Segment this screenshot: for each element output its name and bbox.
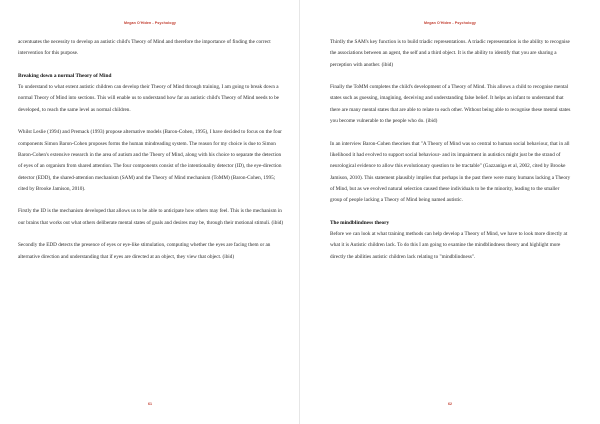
paragraph: Before we can look at what training methods can help develop a Theory of Mind, we have to look more directly at what it is Autistic children lack. To do this I am going to examine the mindblindness theory and highlight more directly the abilities autistic children lack relating to "mindblindness". bbox=[330, 231, 568, 260]
paragraph: In an interview Baron-Cohen theorises that "A Theory of Mind was so central to human social behaviour, that in all likelihood it had evolved to support social behaviour- and its impairment in autistics might just be the strand of neurological evidence to allow this evolutionary question to be tractable" (Gazzaniga et al, 2002, cited by Brooke Jamison, 2010). This statement plausibly implies that perhaps in the past there were many humans lacking a Theory of Mind, but as we evolved natural selection caused these individuals to be the minority, leading to the smaller group of people lacking a Theory of Mind being named autistic. bbox=[330, 140, 571, 204]
paragraph: Secondly the EDD detects the presence of eyes or eye-like stimulation, computing whether the eyes are facing them or an alternative direction and understanding that if eyes are directed at an object, they view that object. (ibid) bbox=[18, 242, 271, 260]
paragraph: To understand to what extent autistic children can develop their Theory of Mind through training, I am going to break down a normal Theory of Mind into sections. This will enable us to understand how far an autistic child's Theory of Mind needs to be developed, to reach the same level as normal children. bbox=[18, 84, 279, 113]
paragraph: Firstly the ID is the mechanism developed that allows us to be able to anticipate how others may feel. This is the mechanism in our brains that works out what others deliberate mental states of goals and desires may be, through their motional stimuli. (ibid) bbox=[18, 208, 284, 226]
page-header: Megan O'Hiden - Psychology bbox=[424, 21, 476, 25]
right-page bbox=[300, 0, 600, 424]
left-page-body bbox=[18, 37, 286, 274]
paragraph: accentuates the necessity to develop an autistic child's Theory of Mind and therefore the importance of finding the correct intervention for this purpose. bbox=[18, 39, 271, 57]
page-number: 61 bbox=[148, 402, 152, 406]
paragraph: Thirdly the SAM's key function is to build triadic representations. A triadic representation is the ability to recognise the associations between an agent, the self and a third object. It is the ability to identify that you are sharing a perception with another. (ibid) bbox=[330, 39, 570, 68]
page-number: 62 bbox=[448, 402, 452, 406]
section-heading: The mindblindness theory bbox=[330, 219, 390, 226]
right-page-body bbox=[330, 37, 572, 274]
paragraph: Whilst Leslie (1994) and Premack (1993) propose alternative models (Baron-Cohen, 1995), I have decided to focus on the four components Simon Baron-Cohen proposes forms the human mindreading system. The reason for my choice is due to Simon Baron-Cohen's extensive research in the area of autism and the Theory of Mind, along with his choice to separate the detection of eyes of an organism from shared attention. The four components consist of the intentionality detector (ID), the eye-direction detector (EDD), the shared-attention mechanism (SAM) and the Theory of Mind mechanism (ToMM) (Baron-Cohen, 1995; cited by Brooke Jamison, 2010). bbox=[18, 129, 282, 192]
paragraph: Finally the ToMM completes the child's development of a Theory of Mind. This allows a child to recognise mental states such as guessing, imagining, deceiving and understanding false belief. It helps an infant to understand that there are many mental states that are able to relate to each other. Without being able to recognise these mental states you become vulnerable to the people who do. (ibid) bbox=[330, 84, 571, 125]
section-heading: Breaking down a normal Theory of Mind bbox=[18, 72, 112, 79]
page-header: Megan O'Hiden - Psychology bbox=[124, 21, 176, 25]
